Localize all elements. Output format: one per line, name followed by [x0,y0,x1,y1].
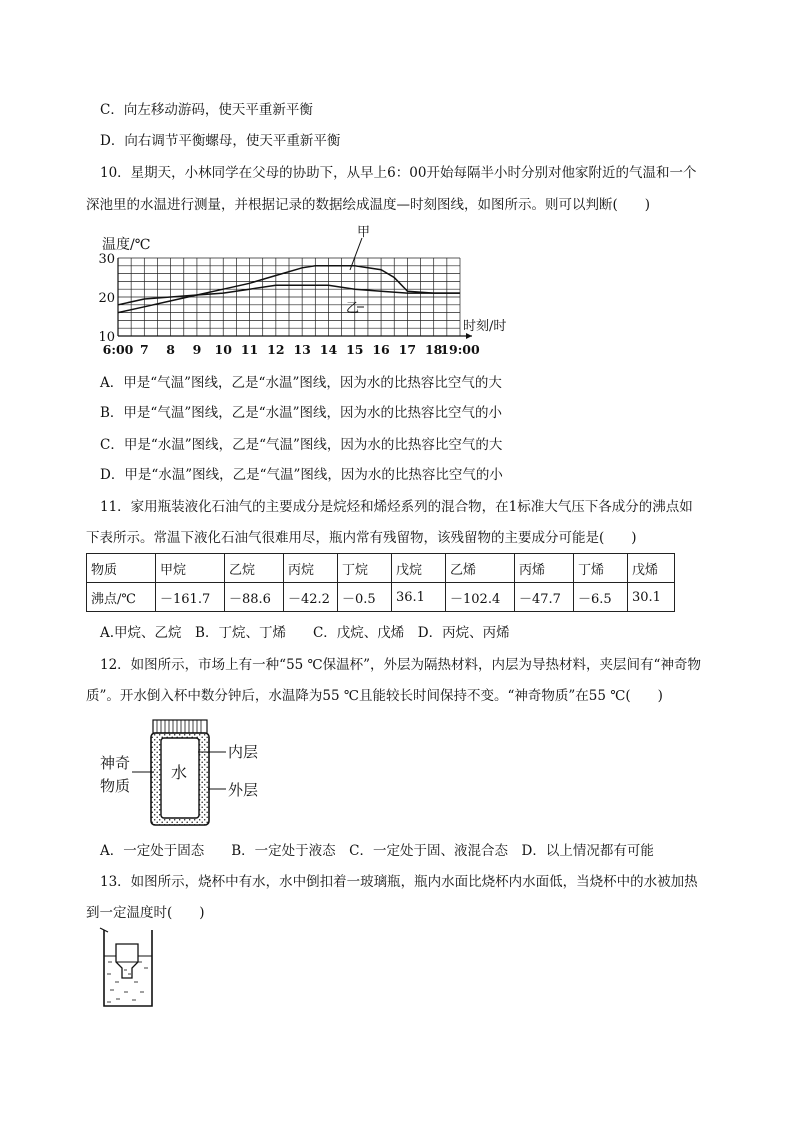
table-cell: 丁烯 [574,554,628,583]
table-cell: 36.1 [392,583,446,612]
series-label-jia-leader [350,238,362,270]
q11-stem-line2: 下表所示。常温下液化石油气很难用尽，瓶内常有残留物，该残留物的主要成分可能是( ) [86,530,637,546]
table-header-row [87,554,675,583]
table-cell: 沸点/℃ [87,583,156,612]
q10-option-b: B．甲是“气温”图线，乙是“水温”图线，因为水的比热容比空气的小 [100,405,503,421]
table-cell: －0.5 [338,583,392,612]
y-tick-label: 10 [98,330,115,345]
x-tick-label: 14 [319,342,338,357]
table-cell: 戊烷 [392,554,446,583]
table-cell: －102.4 [446,583,515,612]
q11-options: A.甲烷、乙烷 B．丁烷、丁烯 C．戊烷、戊烯 D．丙烷、丙烯 [100,625,510,641]
x-tick-label: 18 [424,342,443,357]
q9-option-d: D．向右调节平衡螺母，使天平重新平衡 [100,133,341,149]
q10-option-c: C．甲是“水温”图线，乙是“气温”图线，因为水的比热容比空气的大 [100,437,503,453]
table-cell: 甲烷 [156,554,225,583]
x-tick-label: 13 [293,342,311,357]
table-cell: 30.1 [628,583,675,612]
y-tick-label: 20 [98,291,115,306]
series-label-yi: 乙 [346,301,360,316]
q13-stem-line2: 到一定温度时( ) [86,905,205,921]
q12-stem-line2: 质”。开水倒入杯中数分钟后，水温降为55 ℃且能较长时间保持不变。“神奇物质”在55 ℃( ) [86,688,663,704]
temperature-time-chart [96,222,507,364]
table-cell: 物质 [87,554,156,583]
x-tick-label: 9 [192,342,202,357]
table-cell: －42.2 [284,583,338,612]
x-tick-label: 15 [346,342,364,357]
inner-layer-label: 内层 [228,743,259,761]
q12-options: A．一定处于固态 B．一定处于液态 C．一定处于固、液混合态 D．以上情况都有可能 [100,843,654,859]
table-cell: 丁烷 [338,554,392,583]
x-tick-label: 16 [372,342,390,357]
magic-substance-label-1: 神奇 [100,754,131,772]
q10-stem-line2: 深池里的水温进行测量，并根据记录的数据绘成温度—时刻图线，如图所示。则可以判断( ) [86,197,651,213]
x-tick-label: 12 [267,342,285,357]
table-cell: 乙烯 [446,554,515,583]
q10-option-d: D．甲是“水温”图线，乙是“气温”图线，因为水的比热容比空气的小 [100,467,503,483]
q10-option-a: A．甲是“气温”图线，乙是“水温”图线，因为水的比热容比空气的大 [100,375,502,391]
table-row [87,583,675,612]
q13-stem-line1: 13．如图所示，烧杯中有水，水中倒扣着一玻璃瓶，瓶内水面比烧杯内水面低，当烧杯中的水被加热 [100,874,698,890]
x-tick-label: 6:00 [102,342,134,357]
table-cell: 戊烯 [628,554,675,583]
table-cell: －161.7 [156,583,225,612]
x-tick-label: 8 [166,342,175,357]
boiling-point-table [86,553,675,612]
x-tick-label: 17 [398,342,417,357]
x-tick-label: 10 [214,342,232,357]
water-label: 水 [171,763,188,782]
q12-stem-line1: 12．如图所示，市场上有一种“55 ℃保温杯”，外层为隔热材料，内层为导热材料，夹层间有“神奇物 [100,657,701,673]
table-cell: －88.6 [225,583,284,612]
table-cell: 丙烯 [515,554,574,583]
table-cell: －47.7 [515,583,574,612]
table-cell: 乙烷 [225,554,284,583]
q10-stem-line1: 10．星期天，小林同学在父母的协助下，从早上6：00开始每隔半小时分别对他家附近的气温和一个 [100,165,697,181]
table-cell: －6.5 [574,583,628,612]
magic-substance-label-2: 物质 [100,777,131,795]
y-tick-label: 30 [98,252,115,267]
table-cell: 丙烷 [284,554,338,583]
q9-option-c: C．向左移动游码，使天平重新平衡 [100,102,313,118]
x-axis-label: 时刻/时 [463,319,507,334]
x-tick-label: 11 [240,342,259,357]
outer-layer-label: 外层 [228,781,259,799]
inverted-bottle [116,944,138,978]
q11-stem-line1: 11．家用瓶装液化石油气的主要成分是烷烃和烯烃系列的混合物，在1标准大气压下各成分的沸点如 [100,499,693,515]
series-label-jia: 甲 [357,225,371,240]
thermos-cup-diagram [96,716,276,828]
x-tick-label: 19:00 [440,342,480,357]
x-tick-label: 7 [139,342,149,357]
beaker-bottle-diagram [98,926,158,1012]
y-axis-label: 温度/℃ [102,237,151,253]
